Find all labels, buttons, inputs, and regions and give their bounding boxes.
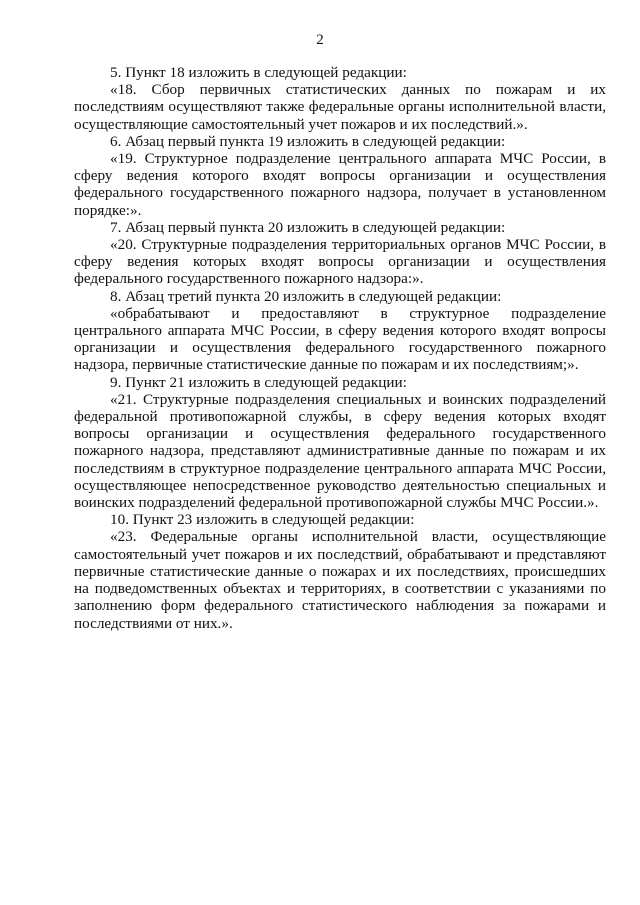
paragraph-point-18-text: «18. Сбор первичных статистических данных по пожарам и их последствиям осуществляют также федеральные органы исполнительной власти, осуществляющие самостоятельный учет пожаров и их последствий.». <box>74 81 606 133</box>
paragraph-point-20-para3-text: «обрабатывают и предоставляют в структурное подразделение центрального аппарата МЧС России, в сферу ведения которого входят вопросы организации и осуществления федерального государственного пожарного надзора, первичные статистические данные по пожарам и их последствиям;». <box>74 304 606 374</box>
page-number: 2 <box>316 32 324 48</box>
paragraph-amendment-6: 6. Абзац первый пункта 19 изложить в следующей редакции: <box>110 132 506 150</box>
paragraph-point-19-text: «19. Структурное подразделение центрального аппарата МЧС России, в сферу ведения которого входят вопросы организации и осуществления федерального государственного пожарного надзора, получает в установленном порядке:». <box>74 150 606 219</box>
paragraph-point-23-text: «23. Федеральные органы исполнительной власти, осуществляющие самостоятельный учет пожаров и их последствий, обрабатывают и представляют первичные статистические данные о пожарах и их последствиях, происшедших на подведомственных объектах и территориях, в соответствии с указаниями по заполнению форм федерального статистического наблюдения за пожарами и последствиями от них.». <box>74 528 606 632</box>
paragraph-amendment-9: 9. Пункт 21 изложить в следующей редакции: <box>110 373 407 391</box>
paragraph-amendment-5: 5. Пункт 18 изложить в следующей редакции: <box>110 64 407 81</box>
paragraph-amendment-10: 10. Пункт 23 изложить в следующей редакции: <box>110 511 415 529</box>
document-body <box>74 64 606 632</box>
paragraph-point-20-text: «20. Структурные подразделения территориальных органов МЧС России, в сферу ведения которых входят вопросы организации и осуществления федерального государственного пожарного надзора:». <box>74 236 606 288</box>
paragraph-amendment-7: 7. Абзац первый пункта 20 изложить в следующей редакции: <box>110 218 506 236</box>
paragraph-point-21-text: «21. Структурные подразделения специальных и воинских подразделений федеральной противопожарной службы, в сферу ведения которых входят вопросы организации и осуществления федерального государственного пожарного надзора, представляют административные данные по пожарам и их последствиям в структурное подразделение центрального аппарата МЧС России, осуществляющее непосредственное руководство деятельностью специальных и воинских подразделений федеральной противопожарной службы МЧС России.». <box>74 390 606 512</box>
paragraph-amendment-8: 8. Абзац третий пункта 20 изложить в следующей редакции: <box>110 287 502 305</box>
